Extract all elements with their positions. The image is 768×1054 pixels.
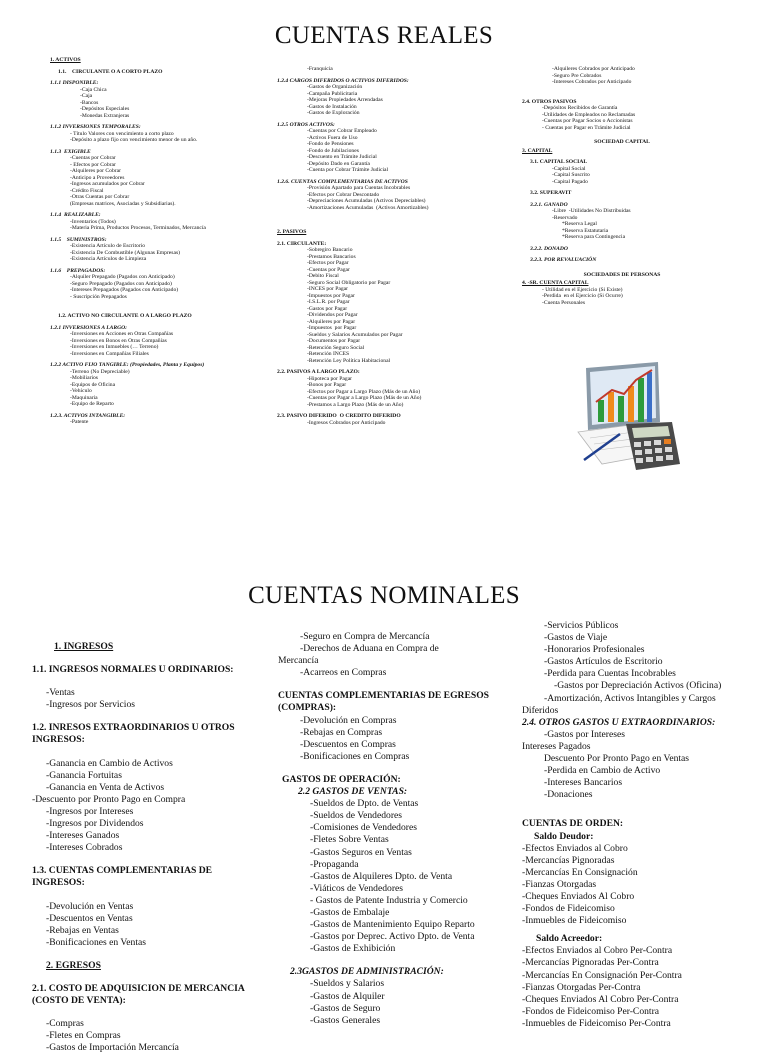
account-item: -Ingresos acumulados por Cobrar (70, 181, 145, 187)
account-item: -Cuentas por Pagar (307, 266, 350, 273)
account-item: -Bonos por Pagar (307, 382, 347, 388)
section-heading: SOCIEDADES DE PERSONAS (583, 271, 661, 278)
spacer (32, 676, 252, 687)
account-item: -Compras (46, 1018, 84, 1030)
nominales-column-1 (32, 641, 252, 1054)
account-item: -Efectos por Pagar a Largo Plazo (Más de un Año) (307, 388, 421, 395)
account-item: -Acarreos en Compras (300, 667, 387, 679)
account-item: -Cheques Enviados Al Cobro (522, 890, 635, 902)
account-item: -Existencia De Combustible (Algunas Empresas) (70, 249, 180, 256)
account-item: -Seguro Social Obligatorio por Pagar (307, 279, 391, 286)
account-item: -Seguro en Compra de Mercancía (300, 631, 430, 642)
account-item: -Depósito a plazo fijo con vencimiento menor de un año. (70, 137, 198, 143)
account-item: -Retención INCES (307, 351, 350, 357)
spacer (277, 219, 477, 227)
account-item: -Perdida en Cambio de Activo (544, 765, 661, 777)
account-item: -Gastos por Intereses (544, 728, 625, 740)
account-item: -Servicios Públicos (544, 620, 619, 631)
account-item: -Fondos de Fideicomiso (522, 903, 615, 915)
section-heading: 1.2.2 ACTIVO FIJO TANGIBLE: (Propiedades, Planta y Equipos) (50, 362, 205, 368)
section-heading: 2.4. OTROS GASTOS U EXTRAORDINARIOS: (522, 716, 716, 728)
account-item: -Fletes en Compras (46, 1030, 121, 1042)
account-item: -Propaganda (310, 858, 359, 870)
section-heading: 3.2.2. DONADO (530, 245, 568, 252)
account-item: -Cuentas por Pagar a Largo Plazo (Más de un Año) (307, 395, 422, 401)
account-item: (Empresas matrices, Asociadas y Subsidiarias). (70, 200, 176, 207)
section-heading: 3.1. CAPITAL SOCIAL (530, 159, 588, 165)
account-item: -Ganancia en Cambio de Activos (46, 757, 173, 769)
account-item: -Utilidades de Empleados no Reclamadas (542, 111, 636, 118)
account-item: -Inmuebles de Fideicomiso Per-Contra (522, 1017, 671, 1029)
section-heading: 2.1. COSTO DE ADQUISICION DE MERCANCIA (COSTO DE VENTA): (32, 982, 245, 1007)
account-item: -Comisiones de Vendedores (310, 822, 417, 834)
section-heading: 1.2.1 INVERSIONES A LARGO: (50, 324, 128, 331)
section-heading: 1.1.5 SUMINISTROS: (50, 236, 107, 243)
account-item: -Fianzas Otorgadas (522, 878, 597, 890)
account-item: -Mobiliarios (70, 375, 98, 381)
account-item: -Prestamos a Largo Plazo (Más de un Año) (307, 401, 404, 408)
account-item: -Impuestos por Pagar (307, 292, 355, 299)
account-item: -Terreno (No Depreciable) (70, 368, 130, 375)
account-item: -Mercancías Pignoradas (522, 854, 615, 866)
section-heading: SOCIEDAD CAPITAL (594, 139, 650, 145)
account-item: -Ventas (46, 687, 75, 699)
section-heading: 2. EGRESOS (46, 959, 101, 971)
section-heading: Saldo Deudor: (534, 830, 594, 842)
account-item: -Fondo de Pensiones (307, 141, 354, 147)
account-item: Mercancía (278, 655, 319, 667)
account-item: -Perdida en el Ejercicio (Si Ocurre) (542, 293, 623, 299)
account-item: Diferidos (522, 704, 559, 716)
account-item: -Intereses Prepagados (Pagados con Anticipado) (70, 287, 179, 293)
account-item: -Gastos por Depreciación Activos (Oficina) (554, 680, 722, 692)
section-heading: 2.3GASTOS DE ADMINISTRACIÓN: (290, 966, 444, 978)
account-item: -Cuenta Personales (542, 299, 586, 306)
section-heading: 1.2.4 CARGOS DIFERIDOS O ACTIVOS DIFERIDOS: (277, 77, 409, 84)
account-item: -Perdida para Cuentas Incobrables (544, 668, 676, 680)
account-item: -Inventarios (Todos) (70, 218, 116, 225)
spacer (32, 890, 252, 901)
section-heading: 2.1. CIRCULANTE: (277, 240, 327, 247)
spacer (50, 300, 250, 308)
account-item: -Bonificaciones en Compras (300, 750, 410, 762)
account-item: -Sobregiro Bancario (307, 247, 353, 253)
accounting-chart-calculator-icon (568, 360, 708, 480)
account-item: -Cheques Enviados Al Cobro Per-Contra (522, 993, 679, 1005)
account-item: -Monedas Extranjeras (80, 112, 130, 119)
account-item: *Reserva para Contingencia (562, 234, 626, 240)
account-item: -Capital Suscrito (552, 172, 590, 178)
account-item: -Efectos Enviados al Cobro (522, 842, 628, 854)
section-heading: 3. CAPITAL (522, 147, 553, 154)
account-item: - Efectos por Cobrar (70, 161, 116, 168)
spacer (522, 264, 722, 272)
account-item: -Equipos de Oficina (70, 381, 116, 388)
spacer (278, 679, 498, 690)
section-heading: 3.2.1. GANADO (530, 201, 568, 208)
account-item: -Reservado (552, 214, 578, 221)
account-item: -Cuenta por Cobrar Trámite Judicial (307, 167, 389, 173)
account-item: -Depósitos Recibidos de Garantía (542, 105, 618, 111)
reales-column-2 (277, 66, 477, 426)
account-item: -Intereses Cobrados por Anticipado (552, 79, 632, 85)
account-item: -Otras Cuentas por Cobrar (70, 194, 130, 200)
account-item: -Activos Fuera de Uso (307, 134, 358, 141)
account-item: -Amortizaciones Acumuladas (Activos Amortizables) (307, 204, 429, 211)
account-item: -Cuentas por Pagar Socios o Accionistas (542, 118, 633, 124)
account-item: -Materia Prima, Productos Procesos, Terminados, Mercancía (70, 225, 206, 231)
section-heading: CUENTAS COMPLEMENTARIAS DE EGRESOS (COMPRAS): (278, 690, 490, 714)
account-item: -Devolución en Compras (300, 714, 397, 726)
account-item: -Hipoteca por Pagar (307, 375, 353, 382)
account-item: -INCES por Pagar (307, 286, 349, 292)
account-item: -Gastos de Alquileres Dpto. de Venta (310, 870, 453, 882)
account-item: -Debito Fiscal (307, 273, 339, 279)
account-item: -Gastos de Organización (307, 84, 363, 90)
section-heading: 1. INGRESOS (54, 641, 114, 652)
section-heading: 1.1. CIRCULANTE O A CORTO PLAZO (58, 68, 163, 75)
account-item: -I.S.L.R. por Pagar (307, 299, 350, 305)
account-item: -Gastos Seguros en Ventas (310, 846, 412, 858)
section-heading: 1. ACTIVOS (50, 57, 81, 63)
account-item: -Prestamos Bancarios (307, 253, 356, 260)
account-item: -Depreciaciones Acumuladas (Activos Depreciables) (307, 198, 426, 204)
account-item: -Franquicia (307, 66, 333, 72)
spacer (32, 949, 252, 960)
account-item: -Dividendos por Pagar (307, 312, 358, 318)
spacer (277, 211, 477, 219)
account-item: -Gastos por Deprec. Activo Dpto. de Venta (310, 931, 475, 943)
account-item: -Ingresos por Dividendos (46, 818, 144, 830)
account-item: -Descuento en Trámite Judicial (307, 154, 377, 160)
account-item: -Fianzas Otorgadas Per-Contra (522, 981, 641, 993)
section-heading: 1.2.6. CUENTAS COMPLEMENTARIAS DE ACTIVOS (277, 178, 408, 185)
account-item: -Descuentos en Compras (300, 738, 396, 750)
account-item: -Gastos de Exploración (307, 110, 360, 116)
account-item: -Seguro Prepagado (Pagados con Anticipado) (70, 280, 172, 287)
account-item: -Ganancia Fortuitas (46, 769, 122, 781)
account-item: -Inversiones en Bonos en Otras Compañías (70, 337, 167, 344)
account-item: -Existencia Artículo de Escritorio (70, 243, 146, 249)
account-item: -Ingresos Cobrados por Anticipado (307, 419, 386, 426)
account-item: -Capital Pagado (552, 178, 588, 185)
section-heading: 1.1.4 REALIZABLE: (50, 212, 101, 218)
section-heading: 1.1.1 DISPONIBLE: (50, 80, 99, 86)
account-item: -Ganancia en Venta de Activos (46, 781, 165, 793)
account-item: -Maquinaria (70, 394, 98, 401)
account-item: -Gastos Generales (310, 1014, 381, 1026)
account-item: -Efectos por Pagar (307, 260, 349, 266)
section-heading: 2.2 GASTOS DE VENTAS: (298, 786, 408, 798)
account-item: *Reserva Estatutaria (562, 227, 609, 234)
account-item: -Inversiones en Compañías Filiales (70, 350, 149, 357)
account-item: -Libre -Utilidades No Distribuidas (552, 208, 631, 214)
account-item: -Existencia Artículos de Limpieza (70, 256, 147, 262)
account-item: -Caja Chica (80, 86, 107, 93)
account-item: -Alquileres Cobrados por Anticipado (552, 66, 635, 72)
account-item: -Inversiones en Acciones en Otras Compañías (70, 331, 173, 337)
account-item: -Vehículo (70, 388, 92, 394)
account-item: -Gastos de Exhibición (310, 943, 396, 955)
section-heading: 1.2.5 OTROS ACTIVOS: (277, 121, 335, 128)
spacer (32, 747, 252, 758)
account-item: Descuento Por Pronto Pago en Ventas (544, 753, 690, 765)
account-item: -Amortización, Activos Intangibles y Cargos (544, 692, 716, 704)
section-heading: 2.4. OTROS PASIVOS (522, 98, 577, 105)
spacer (522, 801, 752, 812)
section-heading: 2.3. PASIVO DIFERIDO O CREDITO DIFERIDO (277, 413, 401, 419)
account-item: *Reserva Legal (562, 221, 597, 227)
account-item: -Gastos de Viaje (544, 632, 608, 644)
account-item: -Gastos de Importación Mercancía (46, 1042, 179, 1054)
account-item: -Campaña Publicitaria (307, 90, 358, 97)
account-item: -Efectos por Cobrar Descontado (307, 191, 380, 198)
account-item: -Viáticos de Vendedores (310, 882, 404, 894)
account-item: -Depósito Dado en Garantía (307, 160, 370, 167)
account-item: -Bancos (80, 99, 99, 106)
account-item: -Documentos por Pagar (307, 338, 361, 344)
section-heading: 1.2.3. ACTIVOS INTANGIBLE: (50, 412, 126, 419)
account-item: -Alquiler Prepagado (Pagados con Anticipado) (70, 274, 175, 280)
account-item: -Fondo de Jubilaciones (307, 147, 359, 154)
section-heading: 1.1. INGRESOS NORMALES U ORDINARIOS: (32, 664, 234, 676)
account-item: -Impuestos por Pagar (307, 325, 357, 331)
account-item: Intereses Pagados (522, 740, 591, 752)
account-item: -Devolución en Ventas (46, 900, 134, 912)
account-item: -Bonificaciones en Ventas (46, 936, 146, 948)
account-item: -Crédito Fiscal (70, 187, 104, 194)
account-item: -Gastos de Alquiler (310, 990, 385, 1002)
account-item: -Retención Ley Política Habitacional (307, 357, 391, 364)
account-item: -Sueldos y Salarios Acumulados por Pagar (307, 331, 403, 338)
account-item: -Retención Seguro Social (307, 344, 365, 351)
account-item: -Cuentas por Cobrar (70, 155, 116, 161)
section-heading: CUENTAS DE ORDEN: (522, 818, 624, 830)
section-heading: 3.2.3. POR REVALUACIÓN (530, 257, 597, 263)
account-item: -Honorarios Profesionales (544, 644, 645, 656)
account-item: -Gastos por Pagar (307, 305, 348, 312)
spacer (32, 1007, 252, 1018)
account-item: -Fondos de Fideicomiso Per-Contra (522, 1005, 660, 1017)
account-item: -Descuento por Pronto Pago en Compra (32, 793, 186, 805)
nominales-column-3 (522, 620, 752, 1030)
section-heading: 2. PASIVOS (277, 229, 307, 235)
reales-column-1 (50, 55, 250, 426)
nominales-column-2 (278, 631, 498, 1027)
account-item: -Gastos de Mantenimiento Equipo Reparto (310, 919, 475, 931)
account-item: -Rebajas en Compras (300, 726, 383, 738)
title-cuentas-nominales: CUENTAS NOMINALES (248, 582, 520, 609)
spacer (32, 854, 252, 865)
account-item: -Alquileres por Cobrar (70, 168, 121, 174)
account-item: - Utilidad en el Ejercicio (Si Existe) (542, 286, 623, 293)
account-item: -Depósitos Especiales (80, 106, 130, 112)
account-item: -Mercancías Pignoradas Per-Contra (522, 957, 659, 969)
section-heading: 1.3. CUENTAS COMPLEMENTARIAS DE INGRESOS: (32, 865, 213, 889)
account-item: -Rebajas en Ventas (46, 924, 119, 936)
account-item: -Donaciones (544, 789, 593, 801)
spacer (32, 972, 252, 983)
account-item: -Sueldos y Salarios (310, 978, 385, 990)
account-item: -Inversiones en Inmuebles (… Terreno) (70, 344, 159, 350)
account-item: -Seguro Pre Cobrados (552, 72, 602, 79)
section-heading: 1.2. ACTIVO NO CIRCULANTE O A LARGO PLAZO (58, 313, 192, 319)
spacer (522, 86, 722, 94)
spacer (278, 763, 498, 774)
section-heading: 1.1.2 INVERSIONES TEMPORALES: (50, 124, 141, 130)
account-item: -Descuentos en Ventas (46, 912, 133, 924)
account-item: -Sueldos de Vendedores (310, 810, 403, 822)
account-item: -Ingresos por Servicios (46, 699, 135, 711)
section-heading: 3.2. SUPERAVIT (530, 190, 572, 196)
account-item: - Gastos de Patente Industria y Comercio (310, 894, 468, 906)
account-item: -Mejoras Propiedades Arrendadas (307, 97, 383, 103)
account-item: -Gastos Artículos de Escritorio (544, 656, 663, 668)
spacer (278, 955, 498, 966)
account-item: -Gastos de Instalación (307, 103, 357, 110)
account-item: -Capital Social (552, 165, 586, 172)
section-heading: 1.1.3 EXIGIBLE (50, 148, 91, 155)
account-item: -Gastos de Embalaje (310, 906, 390, 918)
account-item: -Inmuebles de Fideicomiso (522, 915, 627, 927)
account-item: -Mercancías En Consignación Per-Contra (522, 969, 682, 981)
account-item: -Sueldos de Dpto. de Ventas (310, 798, 419, 810)
section-heading: Saldo Acreedor: (536, 933, 603, 945)
account-item: -Patente (70, 419, 89, 425)
account-item: -Fletes Sobre Ventas (310, 834, 389, 846)
spacer (32, 653, 252, 664)
account-item: -Mercancías En Consignación (522, 866, 638, 878)
account-item: -Intereses Ganados (46, 830, 120, 842)
account-item: -Intereses Bancarios (544, 777, 623, 789)
spacer (32, 711, 252, 722)
account-item: -Gastos de Seguro (310, 1002, 381, 1014)
section-heading: 1.1.6 PREPAGADOS: (50, 267, 106, 274)
account-item: -Cuentas por Cobrar Empleado (307, 128, 377, 134)
account-item: -Derechos de Aduana en Compra de (300, 643, 439, 655)
account-item: -Anticipo a Proveedores (70, 174, 125, 181)
reales-column-3 (522, 66, 722, 306)
section-heading: 4. -SR. CUENTA CAPITAL (522, 280, 589, 286)
account-item: -Equipo de Reparto (70, 401, 114, 407)
section-heading: 1.2. INRESOS EXTRAORDINARIOS U OTROS INGRESOS: (32, 722, 235, 746)
section-heading: GASTOS DE OPERACIÓN: (282, 773, 401, 785)
account-item: -Efectos Enviados al Cobro Per-Contra (522, 945, 673, 957)
account-item: - Suscripción Prepagados (70, 293, 127, 300)
account-item: -Intereses Cobrados (46, 842, 123, 854)
account-item: -Provisión Apartado para Cuentas Incobrables (307, 185, 411, 191)
account-item: -Alquileres por Pagar (307, 318, 356, 325)
account-item: - Cuentas por Pagar en Trámite Judicial (542, 124, 631, 131)
account-item: -Ingresos por Intereses (46, 805, 134, 817)
title-cuentas-reales: CUENTAS REALES (274, 22, 494, 49)
section-heading: 2.2. PASIVOS A LARGO PLAZO: (277, 369, 360, 375)
account-item: -Caja (80, 93, 93, 99)
account-item: - Título Valores con vencimiento a corto plazo (70, 130, 174, 137)
spacer (522, 131, 722, 139)
